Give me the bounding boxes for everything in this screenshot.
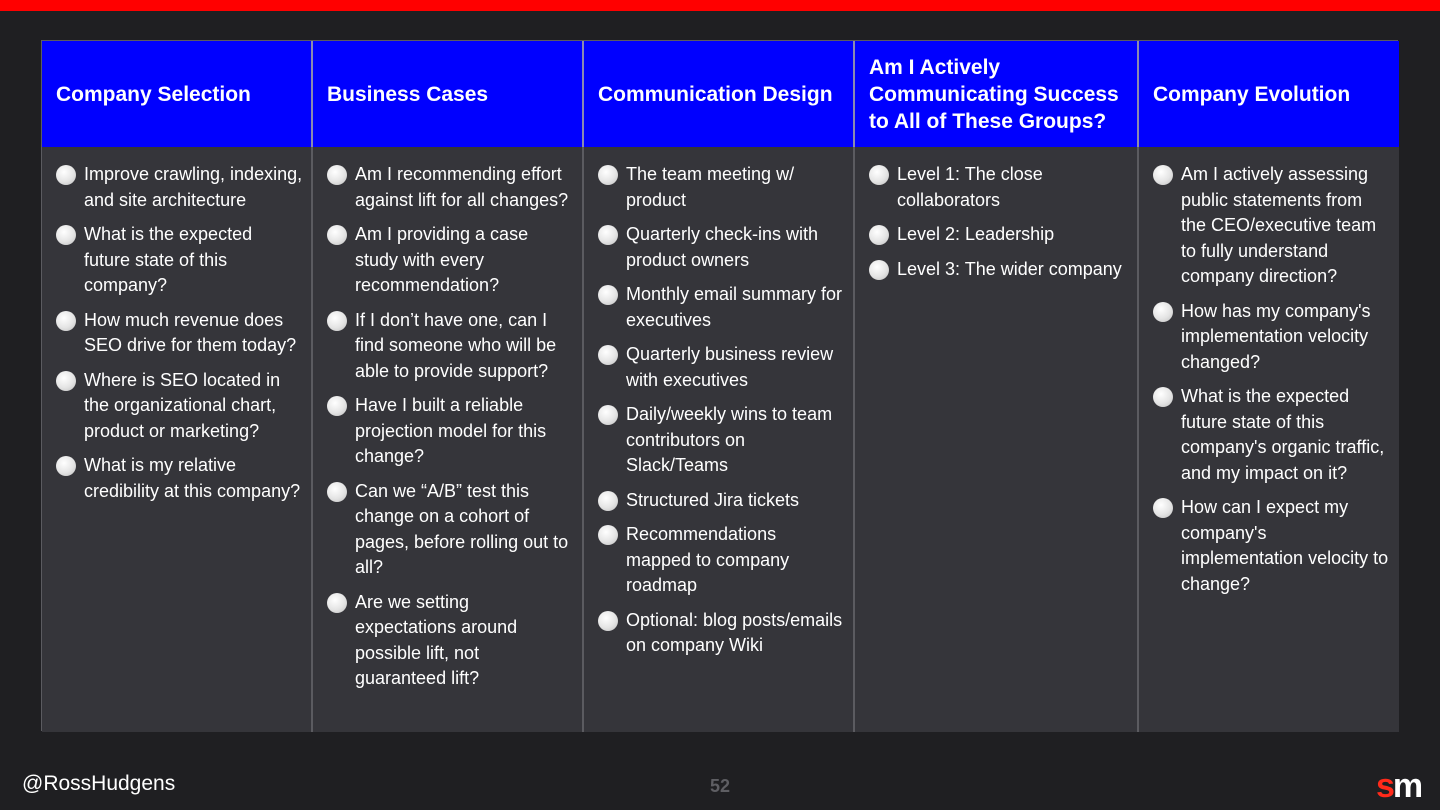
list-item — [869, 162, 1129, 213]
column-body-company-selection — [42, 147, 313, 732]
list-item — [327, 162, 574, 213]
column-header-business-cases: Business Cases — [313, 41, 584, 147]
list-item-text: Monthly email summary for executives — [626, 284, 843, 330]
list-item-text: Level 3: The wider company — [897, 258, 1122, 279]
list-item — [598, 222, 845, 273]
bullet-icon — [598, 225, 618, 245]
list-item — [598, 402, 845, 479]
list-item — [1153, 495, 1391, 597]
column-header-company-selection: Company Selection — [42, 41, 313, 147]
list-item — [598, 342, 845, 393]
list-item — [56, 162, 303, 213]
list-item-text: The team meeting w/ product — [626, 164, 795, 210]
list-item-text: What is the expected future state of this company? — [84, 224, 253, 295]
bullet-icon — [598, 285, 618, 305]
bullet-icon — [869, 260, 889, 280]
bullet-icon — [56, 225, 76, 245]
bullet-icon — [869, 225, 889, 245]
list-item — [56, 453, 303, 504]
list-item — [327, 308, 574, 385]
bullet-icon — [598, 525, 618, 545]
list-item-text: Structured Jira tickets — [626, 489, 800, 510]
bullet-icon — [327, 593, 347, 613]
bullet-icon — [56, 165, 76, 185]
list-item-text: Optional: blog posts/emails on company Wiki — [626, 609, 843, 655]
list-item-text: Where is SEO located in the organizational chart, product or marketing? — [84, 369, 281, 441]
column-body-business-cases — [313, 147, 584, 732]
list-item — [598, 608, 845, 659]
bullet-icon — [327, 311, 347, 331]
list-item-text: Am I actively assessing public statements from the CEO/executive team to fully understand company direction? — [1181, 164, 1377, 286]
list-item — [327, 393, 574, 470]
list-item — [1153, 384, 1391, 486]
list-item-text: Have I built a reliable projection model for this change? — [355, 395, 547, 466]
logo-letter-m: m — [1392, 767, 1422, 805]
list-item — [1153, 162, 1391, 290]
list-item-text: Are we setting expectations around possible lift, not guaranteed lift? — [355, 591, 518, 688]
list-item-text: Can we “A/B” test this change on a cohort of pages, before rolling out to all? — [355, 480, 569, 577]
logo-letter-s: s — [1376, 767, 1393, 805]
bullet-icon — [1153, 165, 1173, 185]
list-item — [598, 282, 845, 333]
list-item — [327, 222, 574, 299]
list-item — [598, 522, 845, 599]
bullet-icon — [56, 371, 76, 391]
list-item — [327, 590, 574, 692]
column-header-communication-design: Communication Design — [584, 41, 855, 147]
brand-logo — [1376, 768, 1421, 804]
list-item-text: How has my company's implementation velocity changed? — [1181, 300, 1371, 372]
bullet-icon — [327, 482, 347, 502]
column-body-communication-design — [584, 147, 855, 732]
list-item-text: Daily/weekly wins to team contributors on Slack/Teams — [626, 404, 833, 475]
list-item — [869, 257, 1129, 283]
list-item-text: Level 1: The close collaborators — [897, 164, 1043, 210]
list-item — [327, 479, 574, 581]
bullet-icon — [1153, 387, 1173, 407]
content-table — [41, 40, 1398, 731]
list-item-text: Recommendations mapped to company roadmap — [626, 524, 790, 595]
list-item-text: If I don’t have one, can I find someone who will be able to provide support? — [355, 309, 557, 381]
bullet-icon — [327, 396, 347, 416]
bullet-icon — [1153, 498, 1173, 518]
bullet-icon — [598, 165, 618, 185]
bullet-icon — [598, 491, 618, 511]
bullet-icon — [56, 456, 76, 476]
list-item-text: What is the expected future state of this company's organic traffic, and my impact on it? — [1181, 386, 1385, 483]
column-body-company-evolution — [1139, 147, 1399, 732]
bullet-icon — [598, 345, 618, 365]
column-body-communicating-success — [855, 147, 1139, 732]
list-item — [56, 308, 303, 359]
list-item — [598, 488, 845, 514]
bullet-icon — [869, 165, 889, 185]
list-item-text: How much revenue does SEO drive for them today? — [84, 309, 297, 355]
list-item-text: Am I providing a case study with every recommendation? — [355, 224, 529, 295]
bullet-icon — [56, 311, 76, 331]
top-accent-bar — [0, 0, 1440, 11]
author-handle: @RossHudgens — [22, 772, 176, 795]
column-header-company-evolution: Company Evolution — [1139, 41, 1399, 147]
list-item-text: Improve crawling, indexing, and site architecture — [84, 164, 303, 210]
bullet-icon — [327, 165, 347, 185]
list-item — [598, 162, 845, 213]
list-item-text: Quarterly business review with executives — [626, 344, 834, 390]
column-header-communicating-success: Am I Actively Communicating Success to All of These Groups? — [855, 41, 1139, 147]
page-number: 52 — [709, 776, 731, 796]
list-item-text: How can I expect my company's implementation velocity to change? — [1181, 497, 1389, 594]
list-item-text: Quarterly check-ins with product owners — [626, 224, 819, 270]
bullet-icon — [598, 405, 618, 425]
bullet-icon — [327, 225, 347, 245]
list-item — [869, 222, 1129, 248]
list-item-text: What is my relative credibility at this company? — [84, 455, 301, 501]
bullet-icon — [1153, 302, 1173, 322]
list-item — [1153, 299, 1391, 376]
bullet-icon — [598, 611, 618, 631]
list-item — [56, 368, 303, 445]
list-item — [56, 222, 303, 299]
list-item-text: Am I recommending effort against lift for all changes? — [355, 164, 569, 210]
list-item-text: Level 2: Leadership — [897, 224, 1055, 244]
